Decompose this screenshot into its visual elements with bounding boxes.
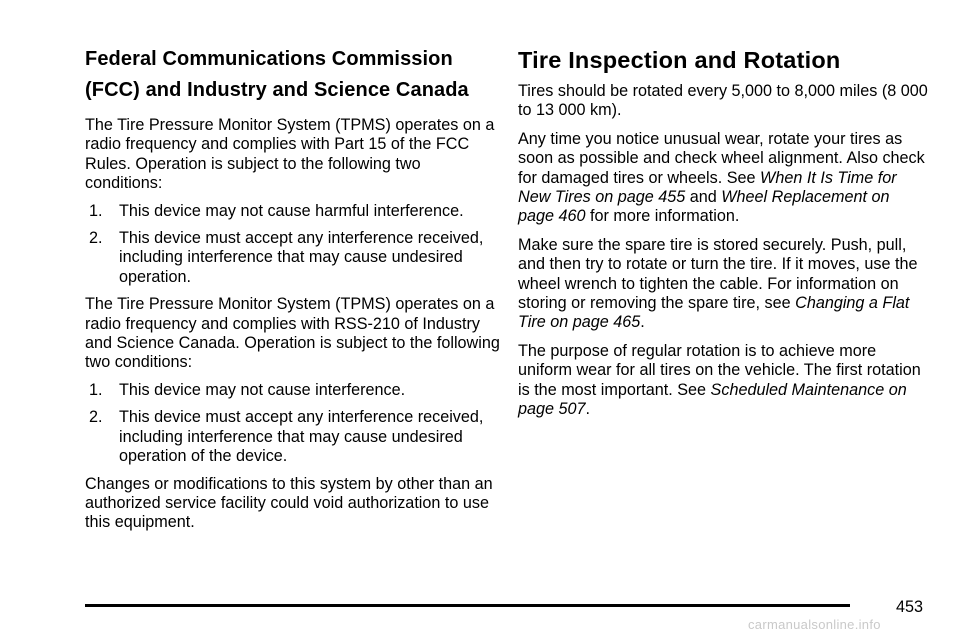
list-item	[85, 408, 500, 466]
tire-rotation-heading: Tire Inspection and Rotation	[518, 47, 841, 73]
paragraph-text: Make sure the spare tire is stored securely. Push, pull, and then try to rotate or turn the tire. If it moves, use the wheel wrench to tighten the cable. For information on storing or removing the spare tire, see	[518, 235, 918, 313]
list-number: 2.	[89, 408, 103, 427]
fcc-heading: Federal Communications Commission (FCC) and Industry and Science Canada	[85, 48, 469, 101]
new-tires-link[interactable]: When It Is Time for New Tires on page 455	[518, 168, 897, 207]
watermark: carmanualsonline.info	[748, 617, 881, 632]
rotation-purpose-paragraph	[518, 342, 930, 420]
scheduled-maintenance-link[interactable]: Scheduled Maintenance on page 507	[518, 380, 907, 419]
list-number: 1.	[89, 380, 103, 399]
list-number: 2.	[89, 229, 103, 248]
paragraph-text: for more information.	[585, 207, 740, 226]
list-number: 1.	[89, 201, 103, 220]
footer-rule	[85, 604, 850, 607]
paragraph-text: .	[585, 400, 591, 419]
tpms-rss-paragraph: The Tire Pressure Monitor System (TPMS) operates on a radio frequency and complies with RSS-210 of Industry and Science Canada. Operation is subject to the following two conditions:	[85, 295, 500, 372]
rss-conditions-list	[85, 381, 500, 467]
unusual-wear-paragraph	[518, 130, 930, 227]
right-column	[518, 44, 930, 420]
spare-tire-paragraph	[518, 236, 930, 333]
wheel-replacement-link[interactable]: Wheel Replacement on page 460	[518, 188, 890, 226]
tpms-fcc-paragraph: The Tire Pressure Monitor System (TPMS) operates on a radio frequency and complies with Part 15 of the FCC Rules. Operation is subject to the following two conditions:	[85, 116, 495, 193]
paragraph-text: Any time you notice unusual wear, rotate your tires as soon as possible and check wheel alignment. Also check for damaged tires or wheels. See	[518, 129, 925, 187]
list-text: This device may not cause interference.	[119, 380, 406, 399]
list-item	[85, 381, 500, 400]
paragraph-text: The purpose of regular rotation is to achieve more uniform wear for all tires on the vehicle. The first rotation is the most important. See	[518, 341, 921, 399]
fcc-conditions-list	[85, 202, 500, 288]
paragraph-text: .	[640, 313, 645, 332]
modifications-paragraph: Changes or modifications to this system by other than an authorized service facility could void authorization to use this equipment.	[85, 474, 493, 532]
list-text: This device must accept any interference received, including interference that may cause undesired operation of the device.	[119, 408, 484, 466]
list-text: This device may not cause harmful interference.	[119, 201, 464, 220]
paragraph-text: and	[685, 188, 722, 207]
page-number: 453	[896, 598, 924, 616]
list-text: This device must accept any interference received, including interference that may cause undesired operation.	[119, 229, 484, 286]
left-column	[85, 44, 500, 533]
list-item	[85, 229, 500, 287]
flat-tire-link[interactable]: Changing a Flat Tire on page 465	[518, 294, 910, 332]
rotation-interval-paragraph: Tires should be rotated every 5,000 to 8,000 miles (8 000 to 13 000 km).	[518, 82, 928, 120]
list-item	[85, 202, 500, 221]
